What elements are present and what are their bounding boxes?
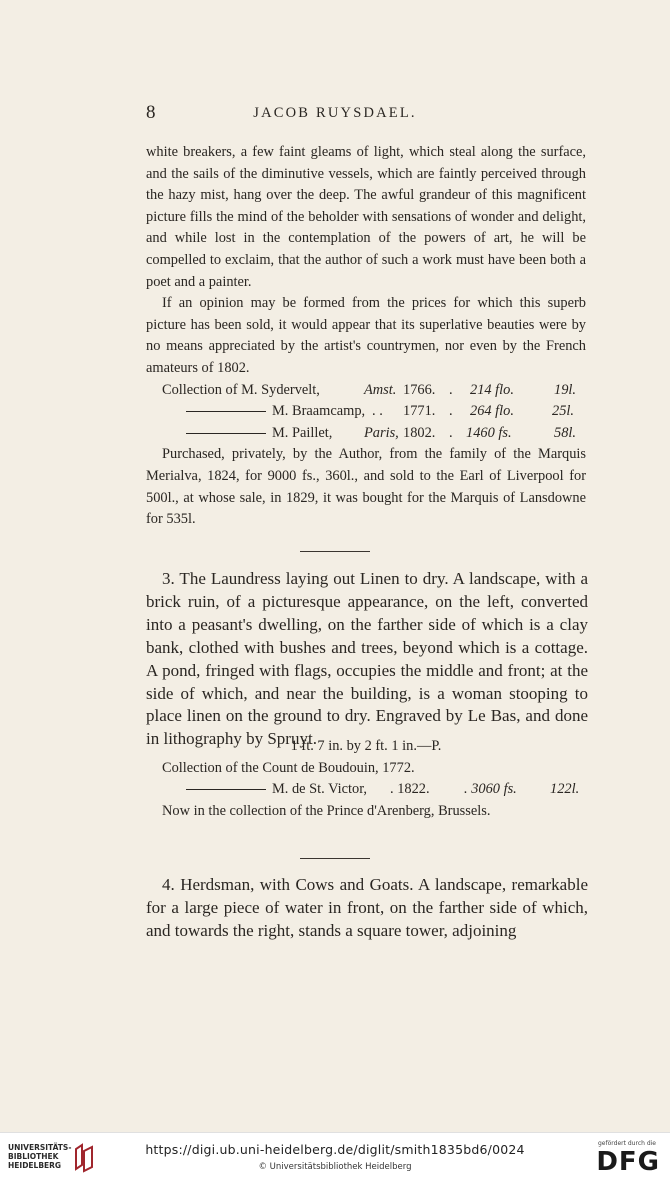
purchase-paragraph: Purchased, privately, by the Author, from the family of the Marquis Merialva, 1824, for 9000 fs., 360l., and sold to the Earl of Liverpool for 500l., at whose sale, in 1829, it was bought for the Marquis of Lansdowne for 535l.: [146, 446, 586, 528]
funding-note: gefördert durch die: [598, 1140, 656, 1147]
provenance-year: 1771.: [403, 403, 436, 420]
collection-2-name: M. de St. Victor,: [272, 781, 368, 798]
provenance-place: Paris,: [364, 424, 399, 441]
library-name-line-1: UNIVERSITÄTS-: [8, 1143, 72, 1152]
entry-3-current-location: Now in the collection of the Prince d'Arenberg, Brussels.: [162, 802, 491, 819]
provenance-row: [146, 401, 586, 423]
section-divider: [300, 858, 370, 859]
provenance-place: . .: [372, 403, 383, 420]
provenance-price: 214 flo.: [470, 381, 514, 398]
provenance-dot: .: [449, 403, 453, 420]
provenance-year: 1802.: [403, 424, 436, 441]
provenance-dot: .: [449, 381, 453, 398]
provenance-pounds: 19l.: [554, 381, 576, 398]
provenance-place: Amst.: [364, 381, 397, 398]
continuation-section: [146, 142, 586, 531]
provenance-pounds: 25l.: [552, 403, 574, 420]
ditto-rule: [186, 433, 266, 434]
provenance-row: [146, 423, 586, 445]
copyright-notice: © Universitätsbibliothek Heidelberg: [258, 1162, 412, 1172]
entry-3-dimensions: 1 ft. 7 in. by 2 ft. 1 in.—P.: [290, 738, 442, 754]
entry-3-collection-1: Collection of the Count de Boudouin, 1772.: [162, 759, 415, 776]
collection-2-price: . 3060 fs.: [464, 781, 517, 798]
ditto-rule: [186, 789, 266, 790]
provenance-price: 264 flo.: [470, 403, 514, 420]
running-title: JACOB RUYSDAEL.: [253, 105, 417, 121]
provenance-year: 1766.: [403, 381, 436, 398]
provenance-price: 1460 fs.: [466, 424, 512, 441]
collection-2-year: . 1822.: [390, 781, 430, 798]
entry-4-text: 4. Herdsman, with Cows and Goats. A landscape, remarkable for a large piece of water in front, on the farther side of which, and towards the right, stands a square tower, adjoining: [146, 875, 588, 940]
provenance-row: [146, 380, 586, 402]
library-name-line-3: HEIDELBERG: [8, 1161, 62, 1170]
provenance-collector: M. Braamcamp,: [272, 403, 366, 420]
entry-3-details: [146, 736, 586, 822]
page-number: 8: [146, 102, 156, 123]
section-divider: [300, 551, 370, 552]
ditto-rule: [186, 411, 266, 412]
library-footer: [0, 1132, 670, 1180]
collection-2-pounds: 122l.: [550, 781, 580, 798]
library-name-line-2: BIBLIOTHEK: [8, 1152, 59, 1161]
entry-3-collection-2: [146, 779, 586, 801]
page-header: [0, 102, 670, 126]
price-opinion-paragraph: If an opinion may be formed from the prices for which this superb picture has been sold, it would appear that its superlative beauties were by no means appreciated by the artist's countrymen, nor even by the French amateurs of 1802.: [146, 295, 586, 376]
entry-4: [146, 874, 588, 943]
entry-3: [146, 568, 588, 751]
provenance-dot: .: [449, 424, 453, 441]
provenance-collector: Collection of M. Sydervelt,: [162, 381, 320, 398]
provenance-pounds: 58l.: [554, 424, 576, 441]
permalink-url[interactable]: https://digi.ub.uni-heidelberg.de/diglit/smith1835bd6/0024: [145, 1142, 525, 1157]
continuation-paragraph: white breakers, a few faint gleams of light, which steal along the surface, and the sails of the diminutive vessels, which are faintly perceived through the hazy mist, hang over the deep. The awful grandeur of this magnificent picture fills the mind of the beholder with sensations of wonder and delight, and while lost in the contemplation of the powers of art, he will be compelled to exclaim, that the author of such a work must have been both a poet and a painter.: [146, 144, 586, 290]
provenance-collector: M. Paillet,: [272, 424, 333, 441]
entry-3-text: 3. The Laundress laying out Linen to dry. A landscape, with a brick ruin, of a picturesque appearance, on the left, converted into a peasant's dwelling, on the farther side of which is a clay bank, clothed with bushes and trees, beyond which is a cottage. A pond, fringed with flags, occupies the middle and front; at the side of which, and near the building, is a woman stooping to place linen on the ground to dry. Engraved by Le Bas, and done in lithography by Spruyt.: [146, 569, 588, 749]
dfg-logo[interactable]: DFG: [596, 1147, 660, 1177]
